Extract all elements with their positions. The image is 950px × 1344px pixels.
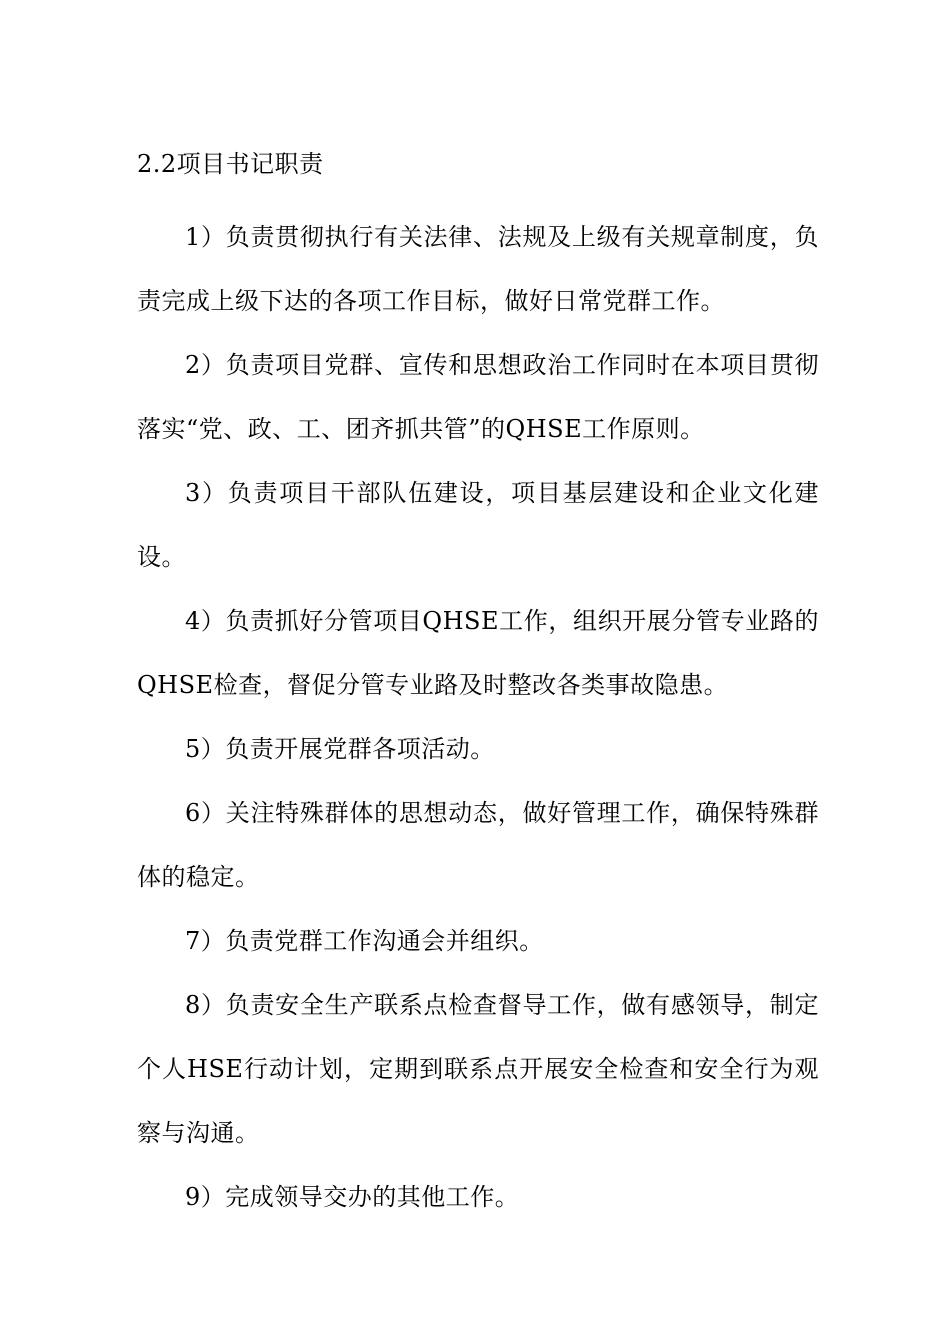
duty-item-4: 4）负责抓好分管项目QHSE工作，组织开展分管专业路的QHSE检查，督促分管专业路及时整改各类事故隐患。 [137,607,819,699]
duty-item-8: 8）负责安全生产联系点检查督导工作，做有感领导，制定个人HSE行动计划，定期到联系点开展安全检查和安全行为观察与沟通。 [137,991,819,1147]
duty-item-6: 6）关注特殊群体的思想动态，做好管理工作，确保特殊群体的稳定。 [137,799,819,891]
document-body [137,140,819,1229]
duty-item-5: 5）负责开展党群各项活动。 [185,735,495,763]
duty-item-1: 1）负责贯彻执行有关法律、法规及上级有关规章制度，负责完成上级下达的各项工作目标，做好日常党群工作。 [137,223,819,315]
duty-item-7: 7）负责党群工作沟通会并组织。 [185,927,544,955]
section-heading: 2.2项目书记职责 [137,150,324,178]
duty-item-9: 9）完成领导交办的其他工作。 [185,1183,520,1211]
duty-item-2: 2）负责项目党群、宣传和思想政治工作同时在本项目贯彻落实“党、政、工、团齐抓共管”的QHSE工作原则。 [137,351,819,443]
duty-item-3: 3）负责项目干部队伍建设，项目基层建设和企业文化建设。 [137,479,819,571]
